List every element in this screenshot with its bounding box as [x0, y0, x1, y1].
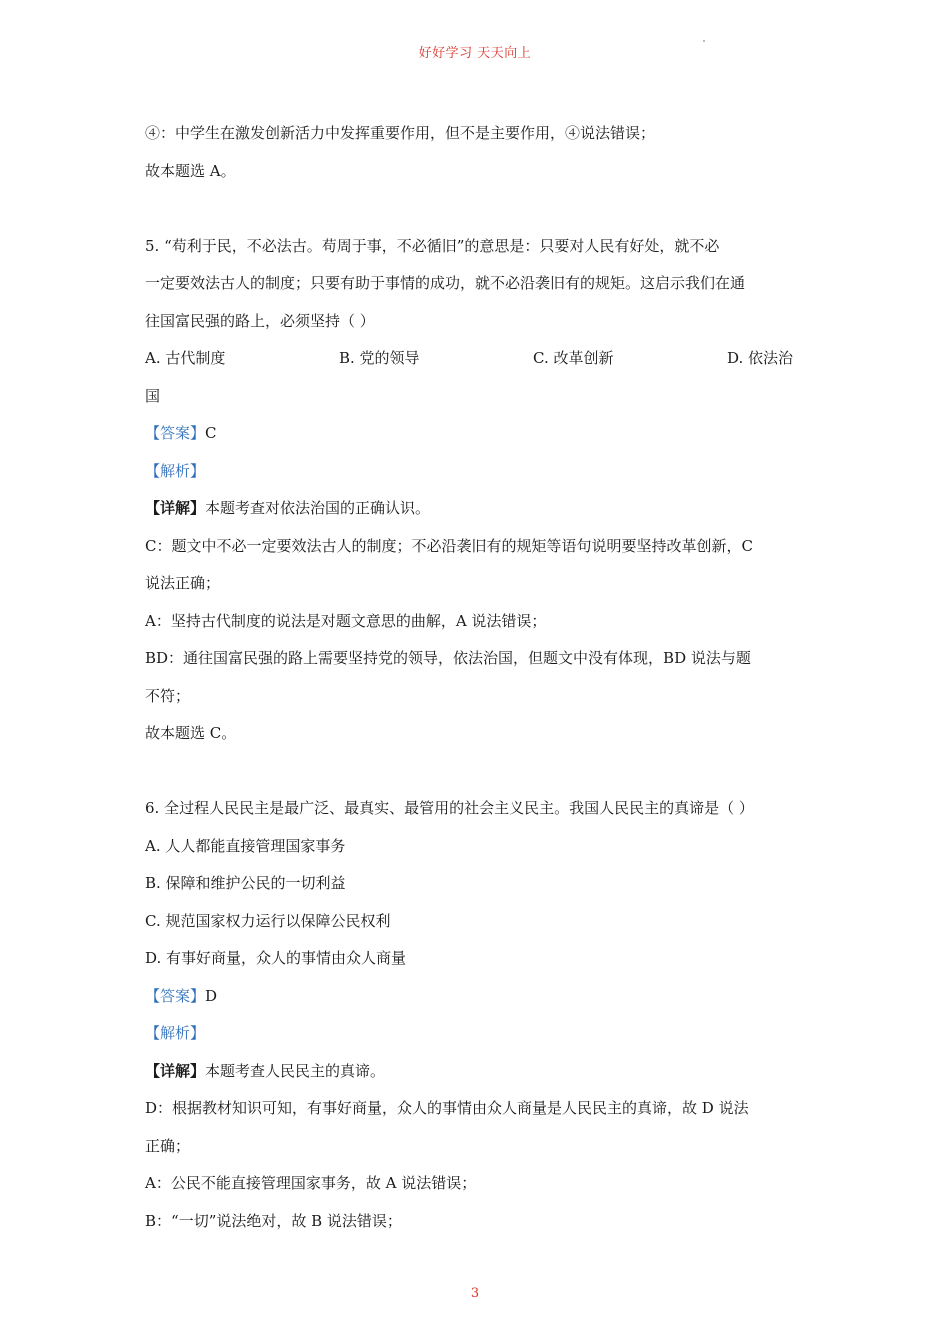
q6-option-c: C. 规范国家权力运行以保障公民权利 — [145, 911, 391, 930]
q5-options — [145, 343, 815, 381]
q5-conclusion: 故本题选 C。 — [145, 724, 237, 742]
q4-explanation-line: ④：中学生在激发创新活力中发挥重要作用，但不是主要作用，④说法错误； — [145, 124, 656, 142]
q6-option-a: A. 人人都能直接管理国家事务 — [145, 836, 346, 855]
detail-tag: 【详解】 — [145, 1061, 206, 1080]
q5-exp-a: A：坚持古代制度的说法是对题文意思的曲解，A 说法错误； — [145, 611, 547, 630]
detail-tag: 【详解】 — [145, 499, 206, 517]
q5-option-c: C. 改革创新 — [533, 349, 614, 367]
q5-detail — [145, 493, 815, 531]
q6-exp-a: A：公民不能直接管理国家事务，故 A 说法错误； — [145, 1174, 477, 1192]
q5-option-a: A. 古代制度 — [145, 349, 226, 367]
q4-conclusion: 故本题选 A。 — [145, 161, 236, 180]
q6-detail — [145, 1056, 815, 1094]
answer-tag: 【答案】 — [145, 424, 206, 442]
answer-tag: 【答案】 — [145, 986, 206, 1005]
q6-stem: 6. 全过程人民民主是最广泛、最真实、最管用的社会主义民主。我国人民民主的真谛是（ ） — [145, 799, 754, 817]
q5-stem-line2: 一定要效法古人的制度；只要有助于事情的成功，就不必沿袭旧有的规矩。这启示我们在通 — [145, 274, 746, 292]
q5-option-d: D. 依法治 — [727, 349, 794, 367]
q6-analysis-tag: 【解析】 — [145, 1024, 206, 1042]
page-number: 3 — [470, 1286, 480, 1301]
q5-option-b: B. 党的领导 — [339, 349, 420, 367]
q6-option-d: D. 有事好商量，众人的事情由众人商量 — [145, 949, 407, 967]
q5-exp-bd-line1: BD：通往国富民强的路上需要坚持党的领导，依法治国，但题文中没有体现，BD 说法与题 — [145, 649, 751, 667]
q5-exp-c-line2: 说法正确； — [145, 574, 221, 592]
q6-exp-d-line1: D：根据教材知识可知，有事好商量，众人的事情由众人商量是人民民主的真谛，故 D 说法 — [145, 1099, 749, 1117]
q5-option-d-continued: 国 — [145, 386, 161, 405]
q6-exp-b: B：“一切”说法绝对，故 B 说法错误； — [145, 1211, 402, 1230]
page-header-slogan: 好好学习 天天向上 — [418, 46, 532, 61]
document-body — [145, 118, 815, 1243]
decorative-dot — [703, 40, 705, 42]
q5-analysis-tag: 【解析】 — [145, 461, 206, 480]
q5-stem-line3: 往国富民强的路上，必须坚持（ ） — [145, 311, 375, 330]
q6-exp-d-line2: 正确； — [145, 1136, 191, 1155]
q6-option-b: B. 保障和维护公民的一切利益 — [145, 874, 346, 892]
q5-stem-line1: 5. “苟利于民，不必法古。苟周于事，不必循旧”的意思是：只要对人民有好处，就不必 — [145, 236, 720, 255]
answer-value: C — [205, 424, 217, 442]
q5-exp-c-line1: C：题文中不必一定要效法古人的制度；不必沿袭旧有的规矩等语句说明要坚持改革创新，C — [145, 536, 753, 555]
answer-value: D — [205, 986, 218, 1005]
q5-exp-bd-line2: 不符； — [145, 686, 191, 705]
detail-text: 本题考查对依法治国的正确认识。 — [205, 499, 431, 517]
q5-answer — [145, 418, 815, 456]
detail-text: 本题考查人民民主的真谛。 — [205, 1061, 386, 1080]
q6-answer — [145, 981, 815, 1019]
